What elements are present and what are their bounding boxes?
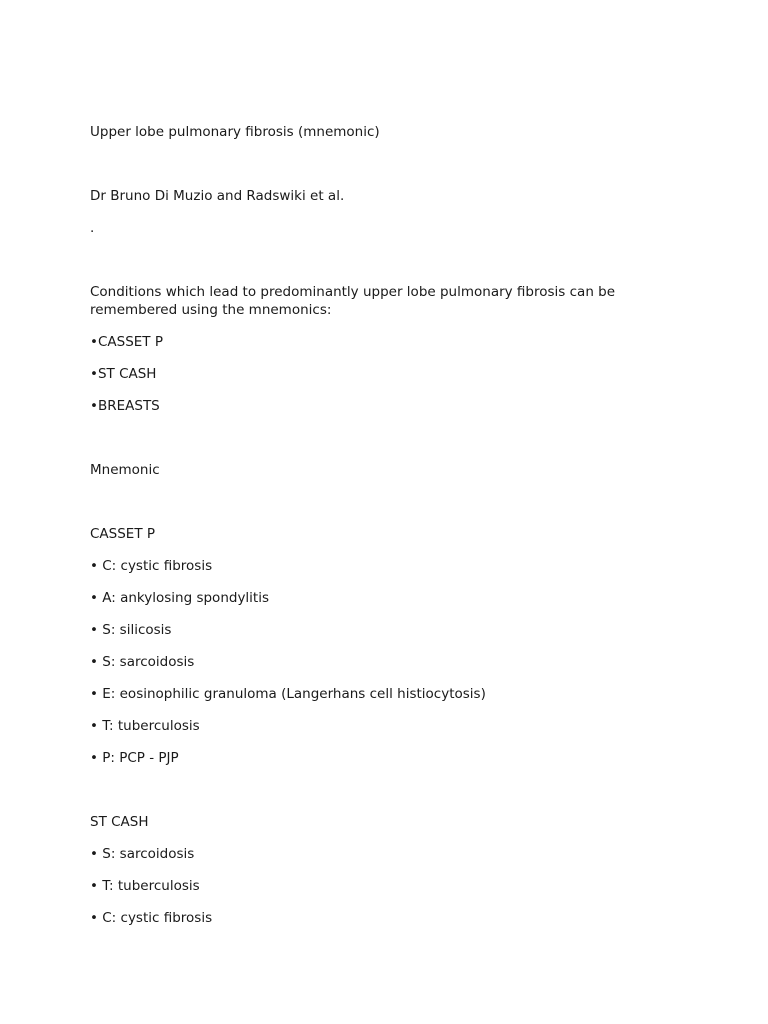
- list-item: • S: sarcoidosis: [90, 654, 195, 670]
- list-item: • T: tuberculosis: [90, 878, 200, 894]
- list-item: • C: cystic fibrosis: [90, 558, 213, 574]
- page-title: Upper lobe pulmonary fibrosis (mnemonic): [90, 124, 380, 140]
- list-item: • E: eosinophilic granuloma (Langerhans cell histiocytosis): [90, 686, 486, 702]
- list-item: • P: PCP - PJP: [90, 750, 179, 766]
- list-item: • S: sarcoidosis: [90, 846, 195, 862]
- authors: Dr Bruno Di Muzio and Radswiki et al.: [90, 188, 345, 204]
- list-item: • T: tuberculosis: [90, 718, 200, 734]
- mnemonic-item: •ST CASH: [90, 366, 157, 382]
- list-item: • S: silicosis: [90, 622, 172, 638]
- intro-paragraph: Conditions which lead to predominantly upper lobe pulmonary fibrosis can be remembered using the mnemonics:: [90, 284, 620, 318]
- casset-p-heading: CASSET P: [90, 526, 156, 542]
- separator-dot: .: [90, 220, 95, 236]
- mnemonic-item: •CASSET P: [90, 334, 163, 350]
- document-content: [90, 123, 650, 927]
- list-item: • C: cystic fibrosis: [90, 910, 213, 926]
- mnemonic-item: •BREASTS: [90, 398, 160, 414]
- st-cash-heading: ST CASH: [90, 814, 149, 830]
- list-item: • A: ankylosing spondylitis: [90, 590, 270, 606]
- section-heading: Mnemonic: [90, 462, 160, 478]
